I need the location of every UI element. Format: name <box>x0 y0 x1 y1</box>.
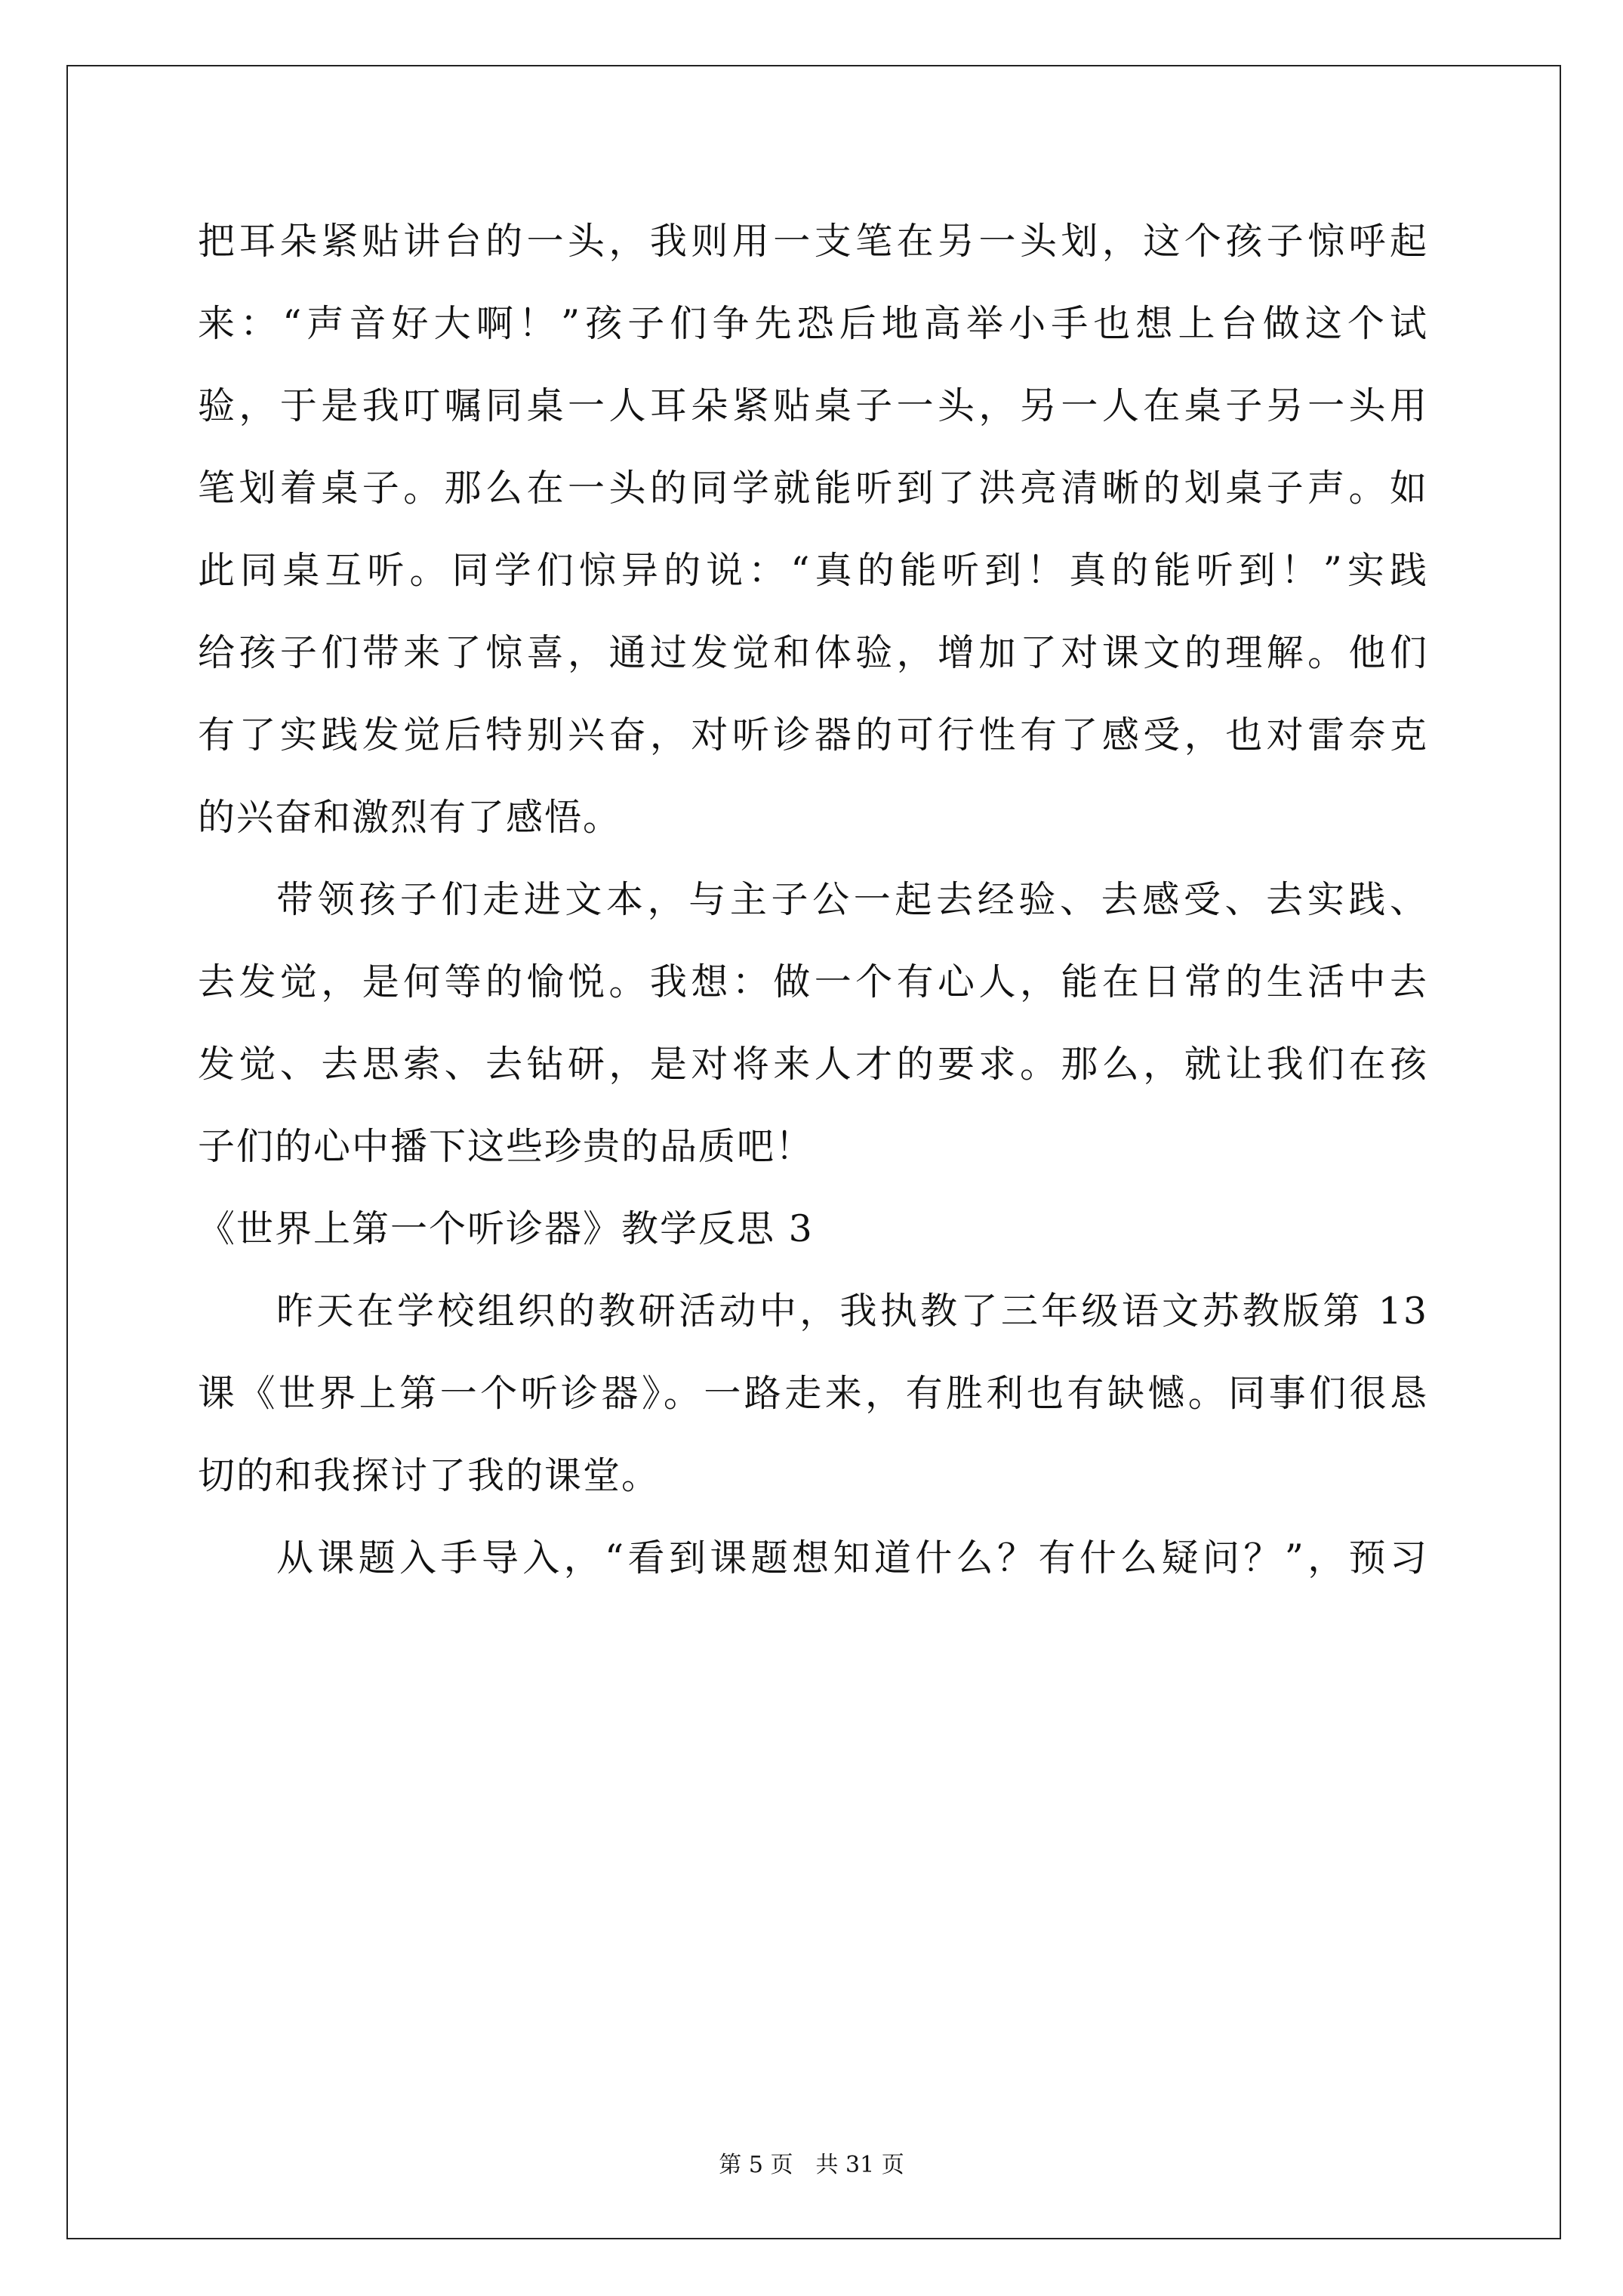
text-line: 把耳朵紧贴讲台的一头，我则用一支笔在另一头划，这个孩子惊呼起 <box>198 220 1428 263</box>
text-line: 课《世界上第一个听诊器》。一路走来，有胜利也有缺憾。同事们很恳 <box>198 1372 1428 1415</box>
page-total: 共 31 页 <box>815 2152 904 2178</box>
text-line: 的兴奋和激烈有了感悟。 <box>198 796 622 839</box>
page-number: 第 5 页 <box>719 2152 793 2178</box>
text-line: 子们的心中播下这些珍贵的品质吧！ <box>198 1125 815 1168</box>
text-line: 验，于是我叮嘱同桌一人耳朵紧贴桌子一头，另一人在桌子另一头用 <box>198 384 1428 427</box>
text-line: 发觉、去思索、去钻研，是对将来人才的要求。那么，就让我们在孩 <box>198 1043 1428 1086</box>
text-line: 切的和我探讨了我的课堂。 <box>198 1454 661 1497</box>
text-line: 有了实践发觉后特别兴奋，对听诊器的可行性有了感受，也对雷奈克 <box>198 713 1428 757</box>
text-line: 从课题入手导入，“看到课题想知道什么？有什么疑问？”，预习 <box>276 1536 1428 1579</box>
section-heading: 《世界上第一个听诊器》教学反思 3 <box>198 1207 814 1250</box>
text-line: 此同桌互听。同学们惊异的说：“真的能听到！真的能听到！”实践 <box>198 549 1428 592</box>
document-body <box>198 200 1428 1599</box>
page-footer <box>0 2150 1623 2180</box>
text-line: 给孩子们带来了惊喜，通过发觉和体验，增加了对课文的理解。他们 <box>198 631 1428 674</box>
text-line: 昨天在学校组织的教研活动中，我执教了三年级语文苏教版第 13 <box>276 1290 1428 1333</box>
text-line: 笔划着桌子。那么在一头的同学就能听到了洪亮清晰的划桌子声。如 <box>198 467 1428 510</box>
text-line: 去发觉，是何等的愉悦。我想：做一个有心人，能在日常的生活中去 <box>198 960 1428 1003</box>
text-line: 来：“声音好大啊！”孩子们争先恐后地高举小手也想上台做这个试 <box>198 302 1428 345</box>
text-line: 带领孩子们走进文本，与主子公一起去经验、去感受、去实践、 <box>276 878 1428 921</box>
